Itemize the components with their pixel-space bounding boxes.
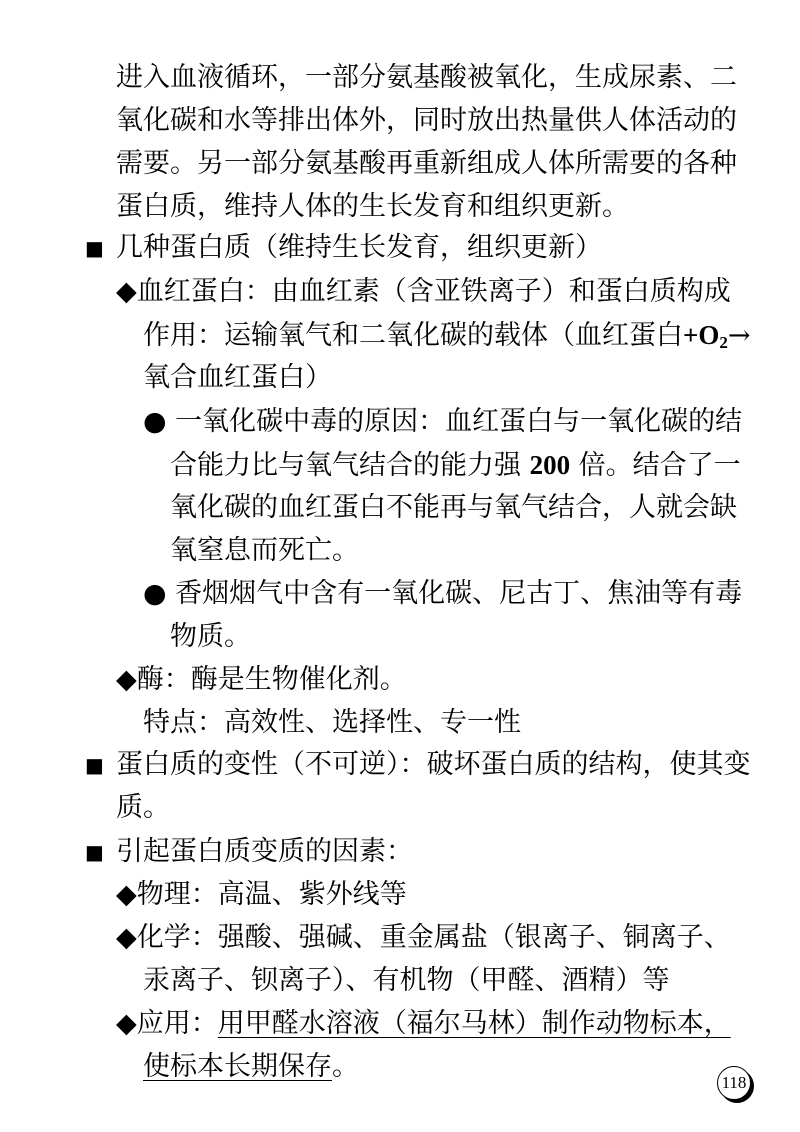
co-line-4: 氧窒息而死亡。 [170, 535, 359, 566]
application-text: 用甲醛水溶液（福尔马林）制作动物标本， [217, 1008, 731, 1039]
application-label: 应用： [136, 1008, 218, 1039]
co-poisoning-cause: 一氧化碳中毒的原因：血红蛋白与一氧化碳的结 [175, 406, 743, 437]
intro-line-2: 氧化碳和水等排出体外，同时放出热量供人体活动的 [116, 105, 737, 136]
reaction-arrow: → [727, 320, 751, 351]
enzyme-line-1 [116, 660, 407, 700]
section-heading-protein-types: 几种蛋白质（维持生长发育，组织更新） [116, 232, 602, 263]
application-line-1 [116, 1004, 731, 1044]
diamond-bullet-icon: ◆ [116, 276, 137, 307]
intro-line-4: 蛋白质，维持人体的生长发育和组织更新。 [116, 191, 629, 222]
intro-line-3: 需要。另一部分氨基酸再重新组成人体所需要的各种 [116, 148, 737, 179]
chemical-factors: 化学：强酸、强碱、重金属盐（银离子、铜离子、 [136, 922, 731, 953]
co-line-2 [170, 445, 741, 486]
page-number-badge: 118 [717, 1066, 751, 1100]
diamond-bullet-icon: ◆ [116, 1008, 137, 1039]
application-text-cont: 使标本长期保存 [143, 1051, 332, 1082]
square-bullet-icon: ■ [85, 236, 104, 260]
affinity-multiplier: 200 [529, 450, 571, 480]
oxygen-subscript: 2 [719, 333, 728, 352]
square-bullet-icon: ■ [85, 840, 104, 864]
co-line-3: 氧化碳的血红蛋白不能再与氧气结合，人就会缺 [170, 492, 737, 523]
co-line-1 [143, 402, 742, 442]
diamond-bullet-icon: ◆ [116, 879, 137, 910]
dot-bullet-icon: ● [143, 406, 167, 437]
diamond-bullet-icon: ◆ [116, 664, 137, 695]
section-heading-factors: 引起蛋白质变质的因素： [116, 836, 413, 867]
hemoglobin-line-3: 氧合血红蛋白） [143, 362, 332, 393]
smoke-line-2: 物质。 [170, 621, 251, 652]
co-line-2-text: 合能力比与氧气结合的能力强 [170, 450, 530, 481]
application-period: 。 [332, 1051, 359, 1082]
hemoglobin-function: 作用：运输氧气和二氧化碳的载体（血红蛋白 [143, 320, 683, 351]
hemoglobin-definition: 血红蛋白：由血红素（含亚铁离子）和蛋白质构成 [136, 276, 731, 307]
denaturation-line-2: 质。 [116, 792, 170, 823]
denaturation-line-1: 蛋白质的变性（不可逆）：破坏蛋白质的结构，使其变 [116, 749, 751, 780]
square-bullet-icon: ■ [85, 753, 104, 777]
chemical-factor-line-2: 汞离子、钡离子）、有机物（甲醛、酒精）等 [143, 965, 670, 996]
smoke-content: 香烟烟气中含有一氧化碳、尼古丁、焦油等有毒 [175, 578, 743, 609]
hemoglobin-line-1 [116, 272, 731, 312]
hemoglobin-line-2 [143, 315, 751, 363]
co-line-2-rest: 倍。结合了一 [570, 450, 741, 481]
application-line-2 [143, 1047, 359, 1087]
physical-factors: 物理：高温、紫外线等 [136, 879, 407, 910]
chemical-factor-line-1 [116, 918, 731, 958]
enzyme-definition: 酶：酶是生物催化剂。 [136, 664, 407, 695]
oxygen-formula: +O [683, 320, 720, 350]
enzyme-line-2: 特点：高效性、选择性、专一性 [143, 707, 521, 738]
intro-line-1: 进入血液循环，一部分氨基酸被氧化，生成尿素、二 [116, 62, 737, 93]
dot-bullet-icon: ● [143, 578, 167, 609]
diamond-bullet-icon: ◆ [116, 922, 137, 953]
physical-factor-line [116, 875, 407, 915]
smoke-line-1 [143, 574, 742, 614]
